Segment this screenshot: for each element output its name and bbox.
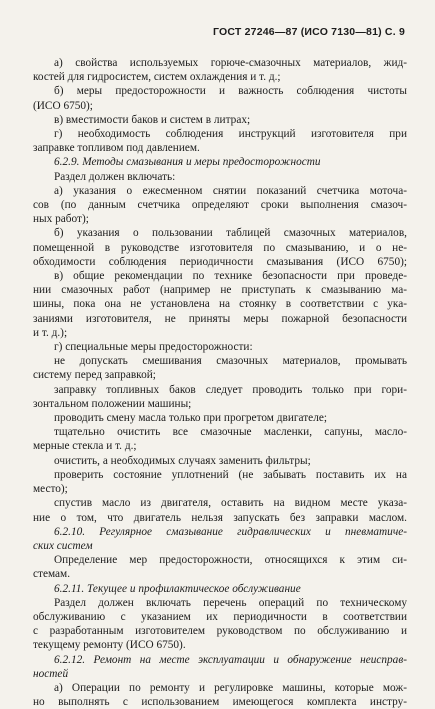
text-line: и т. д.); (33, 326, 68, 339)
text-line: Определение мер предосторожности, относящихся к этим си- (54, 554, 407, 567)
text-line: место); (33, 483, 68, 496)
text-line: проверить состояние уплотнений (не забывать поставить их на (54, 468, 407, 481)
text-line: б) меры предосторожности и важность соблюдения чистоты (54, 85, 407, 98)
text-line: ных работ); (33, 213, 89, 226)
text-line: обслуживанию с указанием их периодичности в соответствии (33, 610, 407, 623)
text-line: нии смазочных работ (например не приступать к смазыванию ма- (33, 284, 407, 297)
text-line: зонтальном положении машины; (33, 397, 192, 410)
text-line: а) указания о ежесменном снятии показаний счетчика моточа- (54, 184, 407, 197)
text-line: ских систем (33, 539, 93, 552)
text-line: Раздел должен включать: (54, 170, 176, 183)
text-line: 6.2.12. Ремонт на месте эксплуатации и обнаружение неисправ- (54, 653, 407, 666)
text-line: помещенной в руководстве изготовителя по смазыванию, и о не- (33, 241, 407, 254)
text-line: стемам. (33, 568, 71, 581)
text-line: а) Операции по ремонту и регулировке машины, которые мож- (54, 681, 407, 694)
text-line: ностей (33, 667, 69, 680)
text-line: заправке топливом под давлением. (33, 142, 200, 155)
text-line: г) необходимость соблюдения инструкций изготовителя при (54, 128, 407, 141)
text-line: проводить смену масла только при прогретом двигателе; (54, 412, 327, 425)
document-body (33, 56, 407, 709)
text-line: сов (по данным счетчика определяют сроки выполнения смазоч- (33, 199, 407, 212)
text-line: костей для гидросистем, систем охлаждения и т. д.; (33, 71, 281, 84)
text-line: Раздел должен включать перечень операций по техническому (54, 596, 407, 609)
text-line: в) вместимости баков и систем в литрах; (54, 113, 251, 126)
text-line: спустив масло из двигателя, оставить на видном месте указа- (54, 497, 407, 510)
text-line: заправку топливных баков следует проводить только при гори- (54, 383, 407, 396)
text-line: в) общие рекомендации по технике безопасности при проведе- (54, 270, 407, 283)
text-line: г) специальные меры предосторожности: (54, 341, 253, 354)
text-line: тщательно очистить все смазочные масленки, сапуны, масло- (54, 426, 407, 439)
page-header: ГОСТ 27246—87 (ИСО 7130—81) С. 9 (213, 26, 405, 38)
text-line: заниями изготовителя, не приняты меры пожарной безопасности (33, 312, 407, 325)
text-line: очистить, а необходимых случаях заменить фильтры; (54, 454, 311, 467)
text-line: 6.2.9. Методы смазывания и меры предосторожности (54, 156, 321, 169)
text-line: ние о том, что двигатель нельзя запускать без заправки маслом. (33, 511, 407, 524)
text-line: обходимости соблюдения периодичности смазывания (ИСО 6750); (33, 255, 407, 268)
text-line: 6.2.11. Текущее и профилактическое обслуживание (54, 582, 301, 595)
text-line: (ИСО 6750); (33, 99, 93, 112)
text-line: с разработанным изготовителем руководством по обслуживанию и (33, 625, 407, 638)
text-line: 6.2.10. Регулярное смазывание гидравлических и пневматиче- (54, 525, 407, 538)
text-line: систему перед заправкой; (33, 369, 156, 382)
text-line: текущему ремонту (ИСО 6750). (33, 639, 186, 652)
text-line: не допускать смешивания смазочных материалов, промывать (54, 355, 407, 368)
text-line: б) указания о пользовании таблицей смазочных материалов, (54, 227, 407, 240)
text-line: но выполнять с использованием имеющегося комплекта инстру- (33, 696, 407, 709)
text-line: шины, пока она не установлена на стоянку в соответствии с ука- (33, 298, 407, 311)
text-line: а) свойства используемых горюче-смазочных материалов, жид- (54, 57, 407, 69)
text-line: мерные стекла и т. д.; (33, 440, 137, 453)
